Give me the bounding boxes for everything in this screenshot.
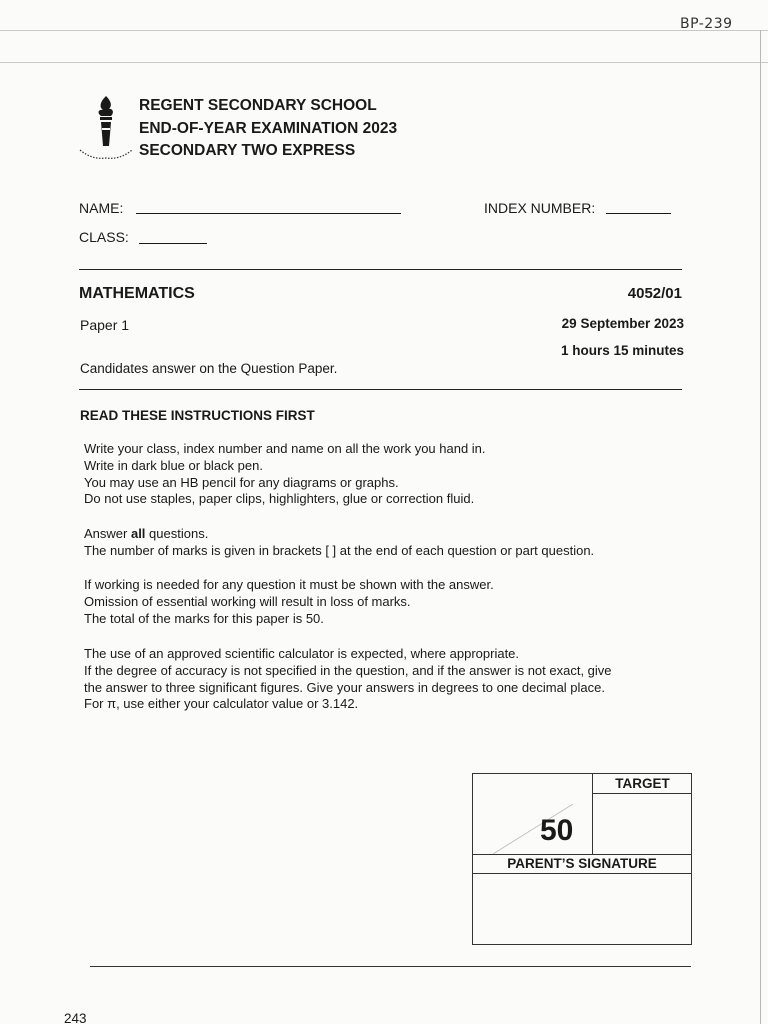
name-label: NAME: xyxy=(79,200,124,216)
instructions-title: READ THESE INSTRUCTIONS FIRST xyxy=(80,408,315,423)
target-label: TARGET xyxy=(593,774,692,794)
top-margin-rule xyxy=(0,30,768,31)
instruction-line: Answer all questions. xyxy=(84,526,209,541)
parent-signature-label: PARENT’S SIGNATURE xyxy=(473,854,691,874)
instruction-line: Omission of essential working will result in loss of marks. xyxy=(84,593,411,609)
target-cell[interactable] xyxy=(592,774,692,854)
instruction-line: The total of the marks for this paper is 50. xyxy=(84,610,324,626)
school-name: REGENT SECONDARY SCHOOL xyxy=(139,97,377,114)
instructions-calculator xyxy=(84,646,612,713)
instruction-line: You may use an HB pencil for any diagrams or graphs. xyxy=(84,474,399,490)
instruction-line: For π, use either your calculator value or 3.142. xyxy=(84,696,359,712)
header-rule xyxy=(0,62,768,63)
instruction-line: the answer to three significant figures. Give your answers in degrees to one decimal place. xyxy=(84,679,605,695)
instruction-line: The use of an approved scientific calculator is expected, where appropriate. xyxy=(84,646,520,661)
subject-title: MATHEMATICS xyxy=(79,285,195,302)
footer-rule xyxy=(90,966,691,967)
page-number: 243 xyxy=(64,1011,87,1024)
paper-code: 4052/01 xyxy=(627,285,682,302)
exam-date: 29 September 2023 xyxy=(561,316,684,331)
exam-title: END-OF-YEAR EXAMINATION 2023 xyxy=(139,119,398,137)
score-box xyxy=(472,773,692,945)
document-code: BP-239 xyxy=(680,16,733,32)
class-label: CLASS: xyxy=(79,229,129,245)
instructions-answering xyxy=(84,526,594,560)
instructions-general xyxy=(84,441,486,508)
page-edge-line xyxy=(760,30,761,1024)
instruction-line: Do not use staples, paper clips, highlighters, glue or correction fluid. xyxy=(84,491,475,507)
paper-number: Paper 1 xyxy=(80,317,130,333)
instructions-working xyxy=(84,577,494,627)
school-header xyxy=(139,95,397,163)
index-number-field[interactable] xyxy=(606,213,671,214)
name-field[interactable] xyxy=(136,213,401,214)
candidates-note: Candidates answer on the Question Paper. xyxy=(80,361,338,376)
class-field[interactable] xyxy=(139,243,207,244)
instruction-line: Write your class, index number and name on all the work you hand in. xyxy=(84,441,486,456)
school-crest-logo xyxy=(78,94,134,164)
section-divider xyxy=(79,269,682,270)
exam-duration: 1 hours 15 minutes xyxy=(560,343,684,358)
index-number-label: INDEX NUMBER: xyxy=(484,200,596,216)
class-level: SECONDARY TWO EXPRESS xyxy=(139,142,356,159)
instruction-line: If the degree of accuracy is not specified in the question, and if the answer is not exact, give xyxy=(84,662,612,678)
instruction-line: The number of marks is given in brackets [ ] at the end of each question or part question. xyxy=(84,542,595,558)
section-divider xyxy=(79,389,682,390)
instruction-line: If working is needed for any question it must be shown with the answer. xyxy=(84,577,494,592)
total-marks: 50 xyxy=(540,814,574,847)
instruction-line: Write in dark blue or black pen. xyxy=(84,457,263,473)
